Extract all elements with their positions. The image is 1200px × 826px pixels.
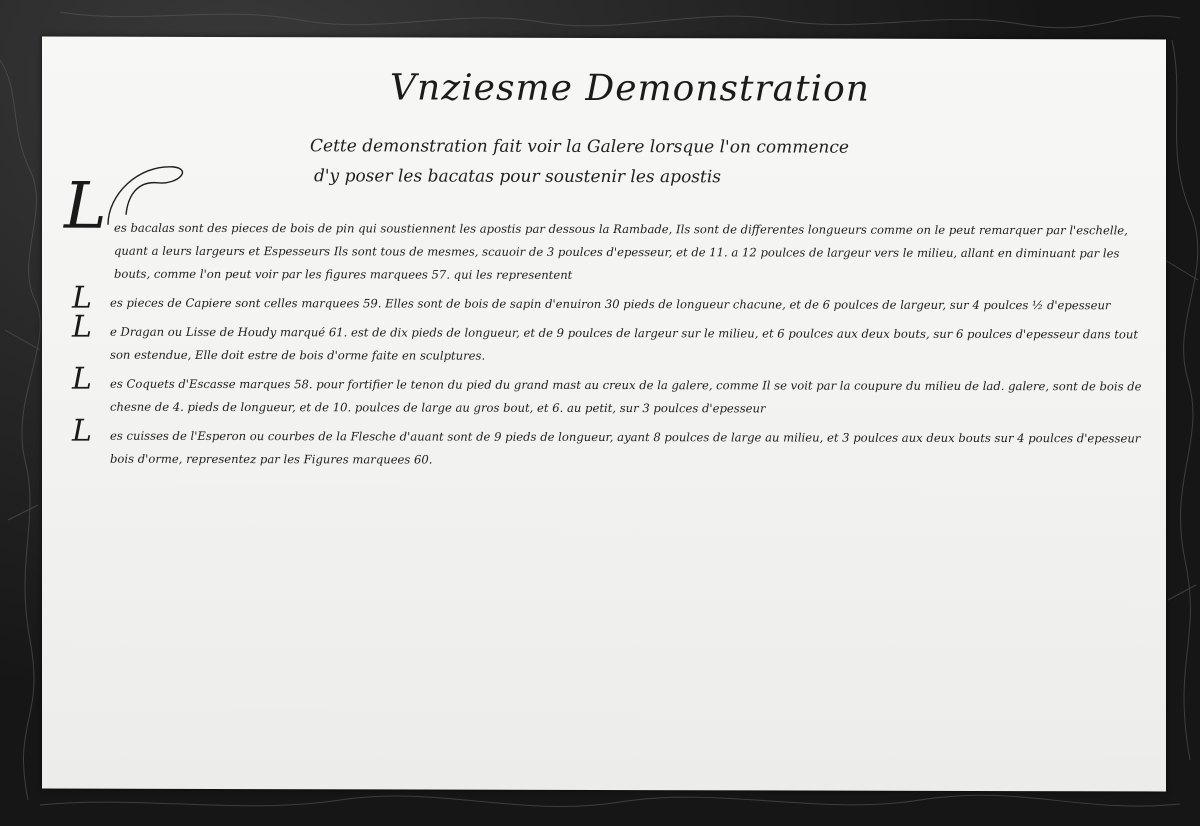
drop-cap: L [72,413,92,449]
paragraph-text: es Coquets d'Escasse marques 58. pour fortifier le tenon du pied du grand mast au creux de la galere, comme Il se voit par la coupure du milieu de lad. galere, sont de bois de chesne de 4. pieds de longueur, et de 10. poulces de large au gros bout, et 6. au petit, sur 3 poulces d'epesseur [110,376,1142,416]
paragraph-cuisses [72,413,1142,474]
drop-cap: L [72,280,92,316]
paragraph-text: e Dragan ou Lisse de Houdy marqué 61. est de dix pieds de longueur, et de 9 poulces de largeur sur le milieu, et 6 poulces aux deux bouts, sur 6 poulces d'epesseur dans tout son estendue, Elle doit estre de bois d'orme faite en sculptures. [110,324,1139,363]
subtitle-line-2: d'y poser les bacatas pour soustenir les apostis [314,166,722,188]
paragraph-dragan [72,309,1142,370]
paragraph-text: es bacalas sont des pieces de bois de pin qui soustiennent les apostis par dessous la Rambade, Ils sont de differentes longueurs comme on le peut remarquer par l'eschelle, quant a leurs largeurs et Espesseurs Ils sont tous de mesmes, scauoir de 3 poulces d'epesseur, et de 11. a 12 poulces de largeur vers le milieu, allant en diminuant par les bouts, comme l'on peut voir par les figures marquees 57. qui les representent [114,220,1128,282]
paragraph-text: es pieces de Capiere sont celles marquees 59. Elles sont de bois de sapin d'enuiron 30 pieds de longueur chacune, et de 6 poulces de largeur, sur 4 poulces ½ d'epesseur [110,295,1111,313]
paragraph-capiere [72,280,1142,318]
drop-cap: L [72,361,92,397]
drop-cap: L [72,309,92,345]
paragraph-coquets [72,361,1142,422]
drop-cap: L [64,169,107,244]
subtitle-line-1: Cette demonstration fait voir la Galere lorsque l'on commence [310,136,849,158]
document-title: Vnziesme Demonstration [390,67,870,110]
document-subtitle [310,131,950,193]
manuscript-sheet [42,37,1166,792]
paragraph-text: es cuisses de l'Esperon ou courbes de la Flesche d'auant sont de 9 pieds de longueur, ayant 8 poulces de large au milieu, et 3 poulces aux deux bouts sur 4 poulces d'epesseur bois d'orme, representez par les Figures marquees 60. [110,428,1141,467]
